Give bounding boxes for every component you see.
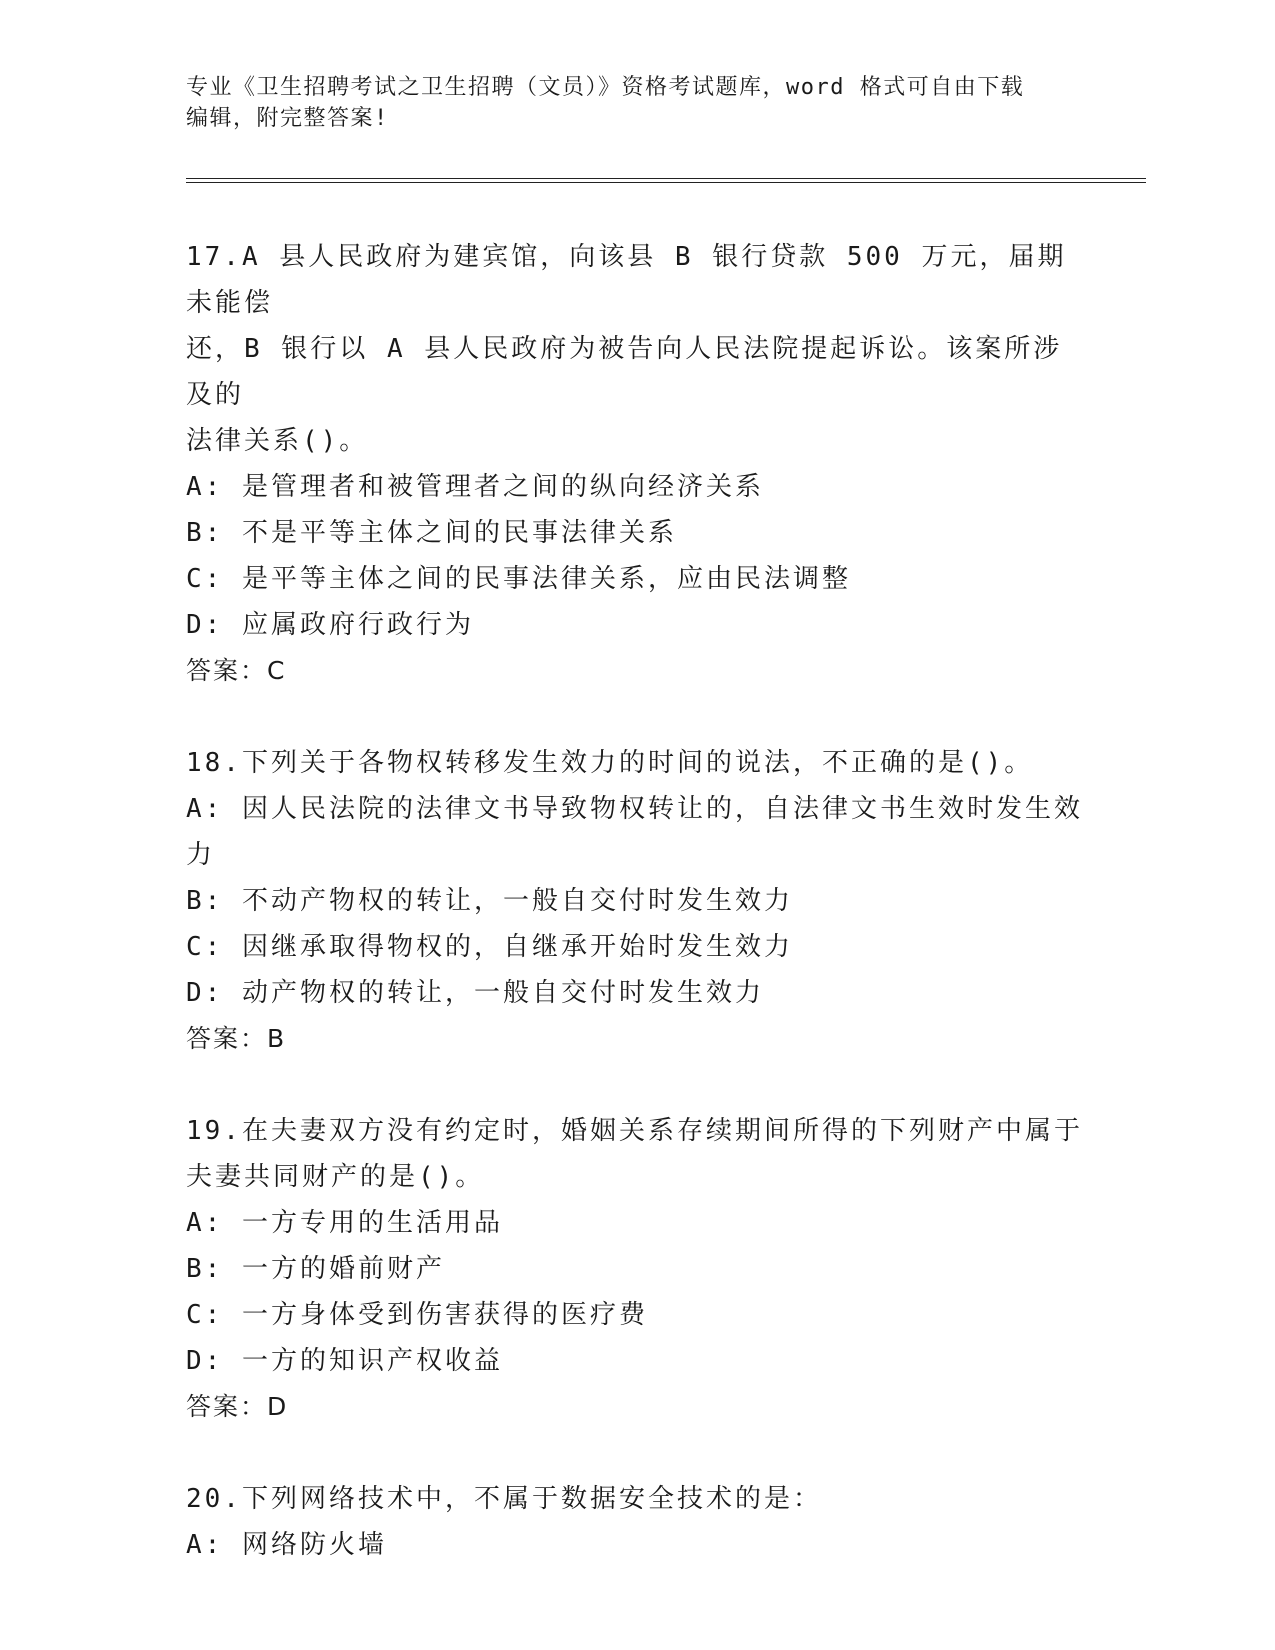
question-block: [186, 1108, 1086, 1430]
question-stem-line: 夫妻共同财产的是()。: [186, 1162, 485, 1192]
answer-key: 答案：B: [186, 1024, 287, 1053]
question-stem-line: 17.A 县人民政府为建宾馆，向该县 B 银行贷款 500 万元，届期未能偿: [186, 242, 1067, 318]
answer-option-line: D: 动产物权的转让，一般自交付时发生效力: [186, 978, 764, 1008]
answer-option-line: A: 是管理者和被管理者之间的纵向经济关系: [186, 472, 764, 502]
answer-option-line: C: 是平等主体之间的民事法律关系，应由民法调整: [186, 564, 851, 594]
question-stem-line: 法律关系()。: [186, 426, 369, 456]
header-divider-top: [186, 178, 1146, 179]
question-list: [186, 234, 1086, 1614]
answer-option-line: D: 一方的知识产权收益: [186, 1346, 503, 1376]
question-block: [186, 1476, 1086, 1568]
answer-option-line: B: 不是平等主体之间的民事法律关系: [186, 518, 677, 548]
answer-key: 答案：D: [186, 1392, 289, 1421]
question-stem-line: 20.下列网络技术中，不属于数据安全技术的是：: [186, 1484, 822, 1514]
question-stem-line: 还，B 银行以 A 县人民政府为被告向人民法院提起诉讼。该案所涉及的: [186, 334, 1063, 410]
answer-option-line: A: 网络防火墙: [186, 1530, 387, 1560]
document-header: [186, 72, 1086, 134]
answer-option-line: A: 一方专用的生活用品: [186, 1208, 503, 1238]
answer-option-line: C: 因继承取得物权的，自继承开始时发生效力: [186, 932, 793, 962]
header-divider-bottom: [186, 182, 1146, 183]
answer-key: 答案：C: [186, 656, 287, 685]
answer-option-line: B: 一方的婚前财产: [186, 1254, 445, 1284]
answer-option-line: C: 一方身体受到伤害获得的医疗费: [186, 1300, 648, 1330]
answer-option-line: D: 应属政府行政行为: [186, 610, 474, 640]
question-block: [186, 234, 1086, 694]
question-block: [186, 740, 1086, 1062]
answer-option-line: 力: [186, 840, 216, 870]
answer-option-line: B: 不动产物权的转让，一般自交付时发生效力: [186, 886, 793, 916]
header-line-2: 编辑，附完整答案!: [186, 106, 389, 131]
answer-option-line: A: 因人民法院的法律文书导致物权转让的，自法律文书生效时发生效: [186, 794, 1083, 824]
header-line-1: 专业《卫生招聘考试之卫生招聘（文员）》资格考试题库，word 格式可自由下载: [186, 75, 1025, 100]
question-stem-line: 18.下列关于各物权转移发生效力的时间的说法，不正确的是()。: [186, 748, 1034, 778]
question-stem-line: 19.在夫妻双方没有约定时，婚姻关系存续期间所得的下列财产中属于: [186, 1116, 1083, 1146]
